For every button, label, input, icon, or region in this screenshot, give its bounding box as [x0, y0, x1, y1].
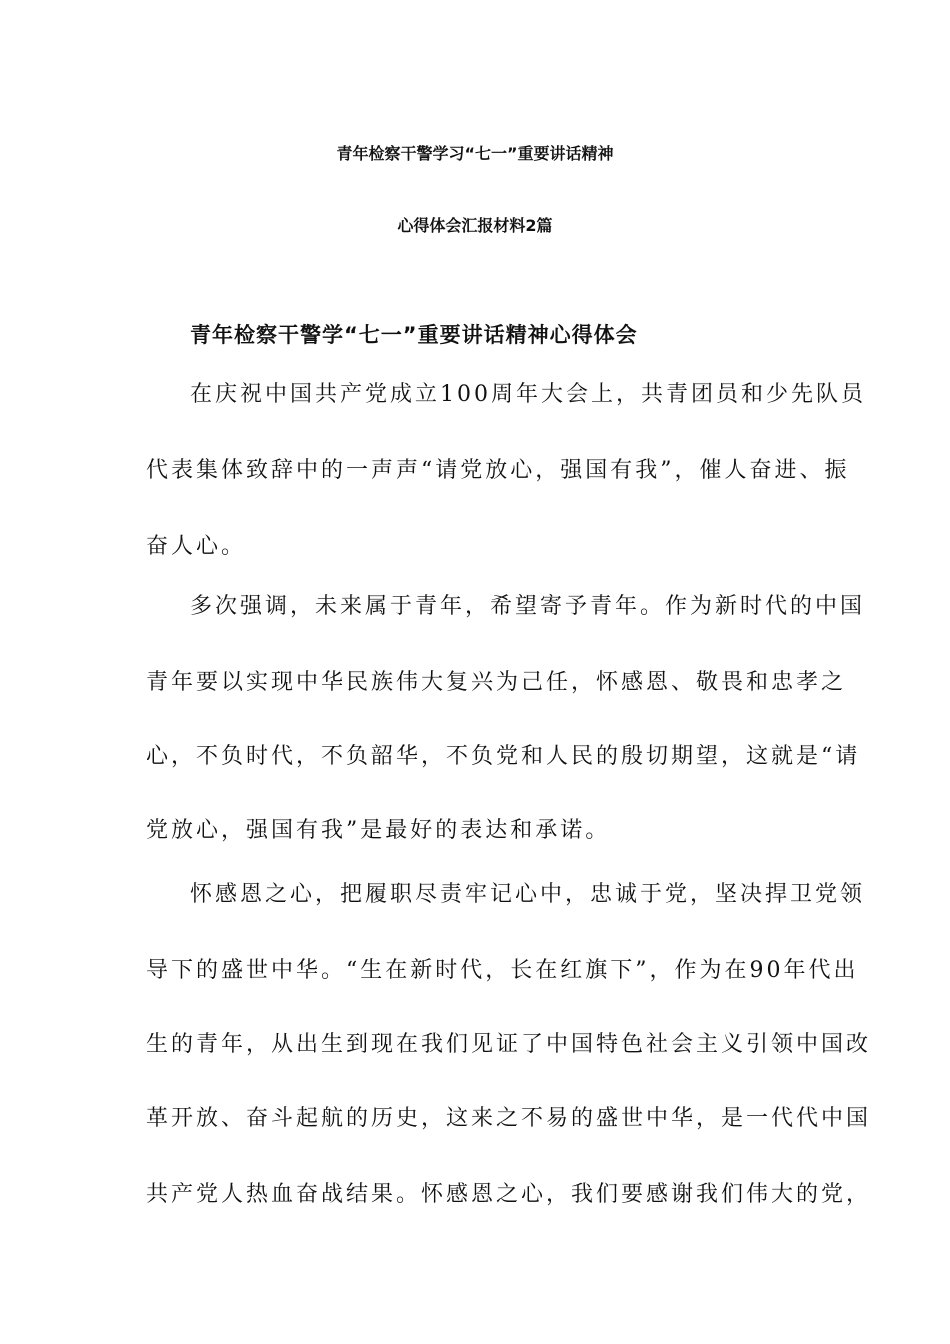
document-title-line-1: 青年检察干警学习“七一”重要讲话精神: [336, 144, 614, 163]
paragraph-2-line-3: 心，不负时代，不负韶华，不负党和人民的殷切期望，这就是“请: [146, 744, 861, 769]
paragraph-2-line-4: 党放心，强国有我”是最好的表达和承诺。: [146, 818, 611, 843]
paragraph-3-line-2: 导下的盛世中华。“生在新时代，长在红旗下”，作为在90年代出: [146, 958, 859, 983]
paragraph-1-line-1: 在庆祝中国共产党成立100周年大会上，共青团员和少先队员: [190, 382, 866, 407]
paragraph-1-line-2: 代表集体致辞中的一声声“请党放心，强国有我”，催人奋进、振: [146, 458, 850, 483]
paragraph-2-line-1: 多次强调，未来属于青年，希望寄予青年。作为新时代的中国: [190, 594, 866, 619]
paragraph-2-line-2: 青年要以实现中华民族伟大复兴为己任，怀感恩、敬畏和忠孝之: [146, 670, 847, 695]
paragraph-3-line-1: 怀感恩之心，把履职尽责牢记心中，忠诚于党，坚决捍卫党领: [190, 882, 866, 907]
document-title-line-2: 心得体会汇报材料2篇: [397, 216, 553, 235]
section-heading: 青年检察干警学“七一”重要讲话精神心得体会: [190, 323, 638, 347]
paragraph-3-line-4: 革开放、奋斗起航的历史，这来之不易的盛世中华，是一代代中国: [146, 1106, 872, 1131]
paragraph-3-line-5: 共产党人热血奋战结果。怀感恩之心，我们要感谢我们伟大的党，: [146, 1182, 872, 1207]
paragraph-3-line-3: 生的青年，从出生到现在我们见证了中国特色社会主义引领中国改: [146, 1032, 872, 1057]
paragraph-1-line-3: 奋人心。: [146, 534, 247, 559]
